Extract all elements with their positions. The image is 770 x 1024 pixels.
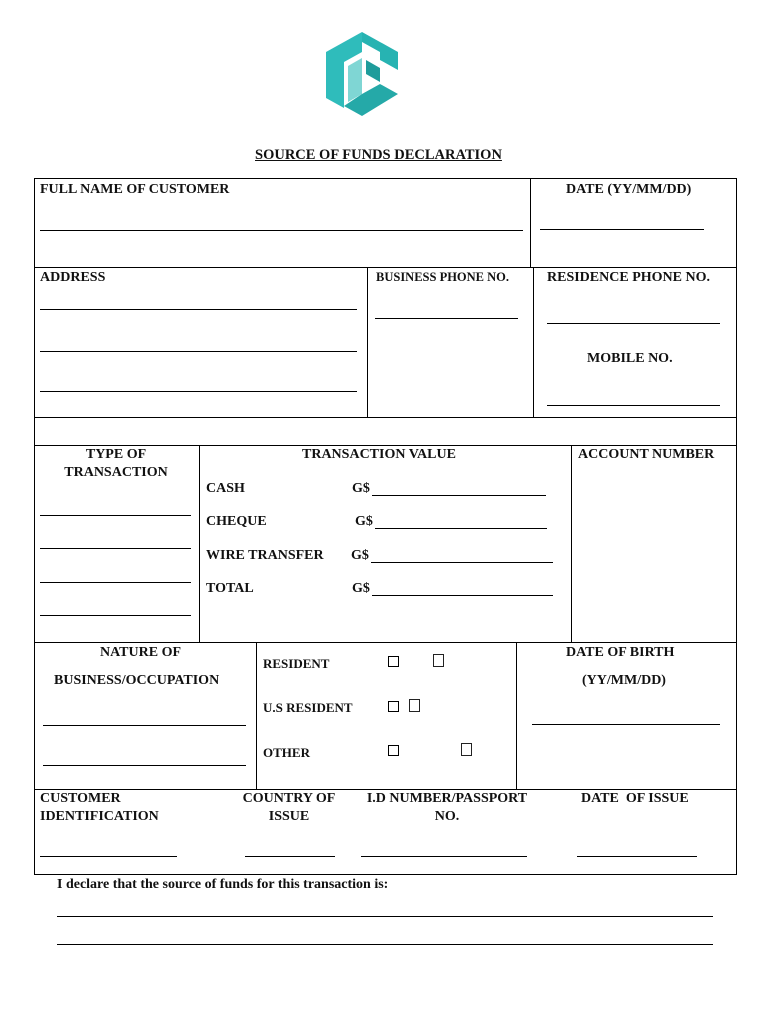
wire-transfer-amount-field[interactable] [371, 562, 553, 563]
transaction-type-field-3[interactable] [40, 582, 191, 583]
wire-transfer-label: WIRE TRANSFER [206, 548, 324, 563]
cheque-amount-field[interactable] [375, 528, 547, 529]
occupation-field-2[interactable] [43, 765, 246, 766]
us-resident-checkbox[interactable] [388, 701, 399, 712]
country-of-issue-label: COUNTRY OF ISSUE [242, 791, 336, 824]
mobile-field[interactable] [547, 405, 720, 406]
occupation-field-1[interactable] [43, 725, 246, 726]
us-resident-checkbox-alt[interactable] [409, 699, 420, 712]
cash-currency: G$ [352, 481, 370, 496]
us-resident-label: U.S RESIDENT [263, 700, 353, 715]
id-number-field[interactable] [361, 856, 527, 857]
transaction-type-field-2[interactable] [40, 548, 191, 549]
transaction-type-field-4[interactable] [40, 615, 191, 616]
address-line-1[interactable] [40, 309, 357, 310]
wire-transfer-currency: G$ [351, 548, 369, 563]
date-field[interactable] [540, 229, 704, 230]
address-line-3[interactable] [40, 391, 357, 392]
resident-label: RESIDENT [263, 656, 330, 671]
declaration-text: I declare that the source of funds for this transaction is: [57, 877, 389, 892]
transaction-type-field-1[interactable] [40, 515, 191, 516]
full-name-label: FULL NAME OF CUSTOMER [40, 182, 230, 197]
residence-phone-field[interactable] [547, 323, 720, 324]
full-name-field[interactable] [40, 230, 523, 231]
date-of-issue-label: DATE OF ISSUE [581, 791, 689, 806]
customer-id-label: CUSTOMER IDENTIFICATION [40, 791, 159, 824]
business-phone-label: BUSINESS PHONE NO. [376, 270, 510, 284]
dob-label-line2: (YY/MM/DD) [582, 673, 666, 688]
date-of-issue-field[interactable] [577, 856, 697, 857]
dob-label-line1: DATE OF BIRTH [566, 645, 675, 660]
declaration-line-1[interactable] [57, 916, 713, 917]
resident-checkbox-alt[interactable] [433, 654, 444, 667]
address-line-2[interactable] [40, 351, 357, 352]
other-checkbox-alt[interactable] [461, 743, 472, 756]
nature-of-label-line2: BUSINESS/OCCUPATION [54, 673, 220, 688]
cash-amount-field[interactable] [372, 495, 546, 496]
cheque-currency: G$ [355, 514, 373, 529]
transaction-value-label: TRANSACTION VALUE [302, 447, 456, 462]
declaration-line-2[interactable] [57, 944, 713, 945]
cash-label: CASH [206, 481, 245, 496]
address-label: ADDRESS [40, 270, 106, 285]
account-number-label: ACCOUNT NUMBER [578, 447, 715, 462]
type-of-transaction-label: TYPE OF TRANSACTION [64, 447, 168, 480]
total-amount-field[interactable] [372, 595, 553, 596]
total-currency: G$ [352, 581, 370, 596]
customer-id-field[interactable] [40, 856, 177, 857]
nature-of-label-line1: NATURE OF [100, 645, 182, 660]
logo [322, 30, 402, 120]
page-title: SOURCE OF FUNDS DECLARATION [255, 147, 502, 163]
cheque-label: CHEQUE [206, 514, 267, 529]
residence-phone-label: RESIDENCE PHONE NO. [547, 270, 710, 285]
mobile-label: MOBILE NO. [587, 351, 673, 366]
id-number-label: I.D NUMBER/PASSPORT NO. [366, 791, 528, 824]
other-checkbox[interactable] [388, 745, 399, 756]
other-label: OTHER [263, 745, 310, 760]
date-label: DATE (YY/MM/DD) [566, 182, 692, 197]
total-label: TOTAL [206, 581, 254, 596]
business-phone-field[interactable] [375, 318, 518, 319]
country-of-issue-field[interactable] [245, 856, 335, 857]
dob-field[interactable] [532, 724, 720, 725]
resident-checkbox[interactable] [388, 656, 399, 667]
